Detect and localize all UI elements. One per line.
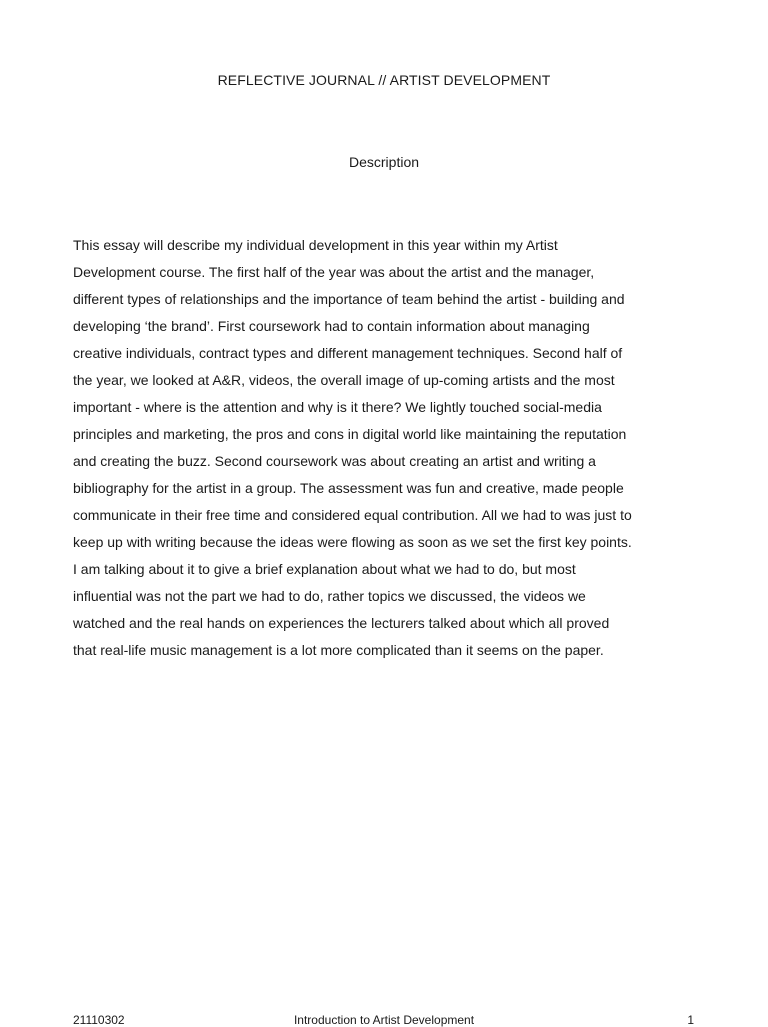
paragraph-line: influential was not the part we had to do, rather topics we discussed, the videos we <box>73 588 586 604</box>
document-title: REFLECTIVE JOURNAL // ARTIST DEVELOPMENT <box>217 72 551 88</box>
footer-course-title: Introduction to Artist Development <box>293 1013 475 1027</box>
paragraph-line: important - where is the attention and why is it there? We lightly touched social-media <box>73 399 602 415</box>
paragraph-line: that real-life music management is a lot more complicated than it seems on the paper. <box>73 642 604 658</box>
paragraph-line: This essay will describe my individual development in this year within my Artist <box>73 237 558 253</box>
paragraph-line: bibliography for the artist in a group. The assessment was fun and creative, made people <box>73 480 624 496</box>
paragraph-line: different types of relationships and the importance of team behind the artist - building and <box>73 291 625 307</box>
footer-page-number: 1 <box>687 1013 694 1027</box>
paragraph-line: keep up with writing because the ideas were flowing as soon as we set the first key points. <box>73 534 632 550</box>
paragraph-line: principles and marketing, the pros and cons in digital world like maintaining the reputation <box>73 426 627 442</box>
body-paragraph <box>73 232 698 664</box>
paragraph-line: creative individuals, contract types and different management techniques. Second half of <box>73 345 623 361</box>
paragraph-line: developing ‘the brand’. First coursework had to contain information about managing <box>73 318 590 334</box>
paragraph-line: communicate in their free time and considered equal contribution. All we had to was just to <box>73 507 632 523</box>
paragraph-line: Development course. The first half of the year was about the artist and the manager, <box>73 264 595 280</box>
paragraph-line: and creating the buzz. Second coursework was about creating an artist and writing a <box>73 453 596 469</box>
paragraph-line: watched and the real hands on experiences the lecturers talked about which all proved <box>73 615 610 631</box>
section-heading: Description <box>348 154 420 170</box>
page-footer <box>0 1013 768 1027</box>
footer-student-id: 21110302 <box>73 1013 125 1027</box>
paragraph-line: the year, we looked at A&R, videos, the overall image of up-coming artists and the most <box>73 372 615 388</box>
paragraph-line: I am talking about it to give a brief explanation about what we had to do, but most <box>73 561 576 577</box>
